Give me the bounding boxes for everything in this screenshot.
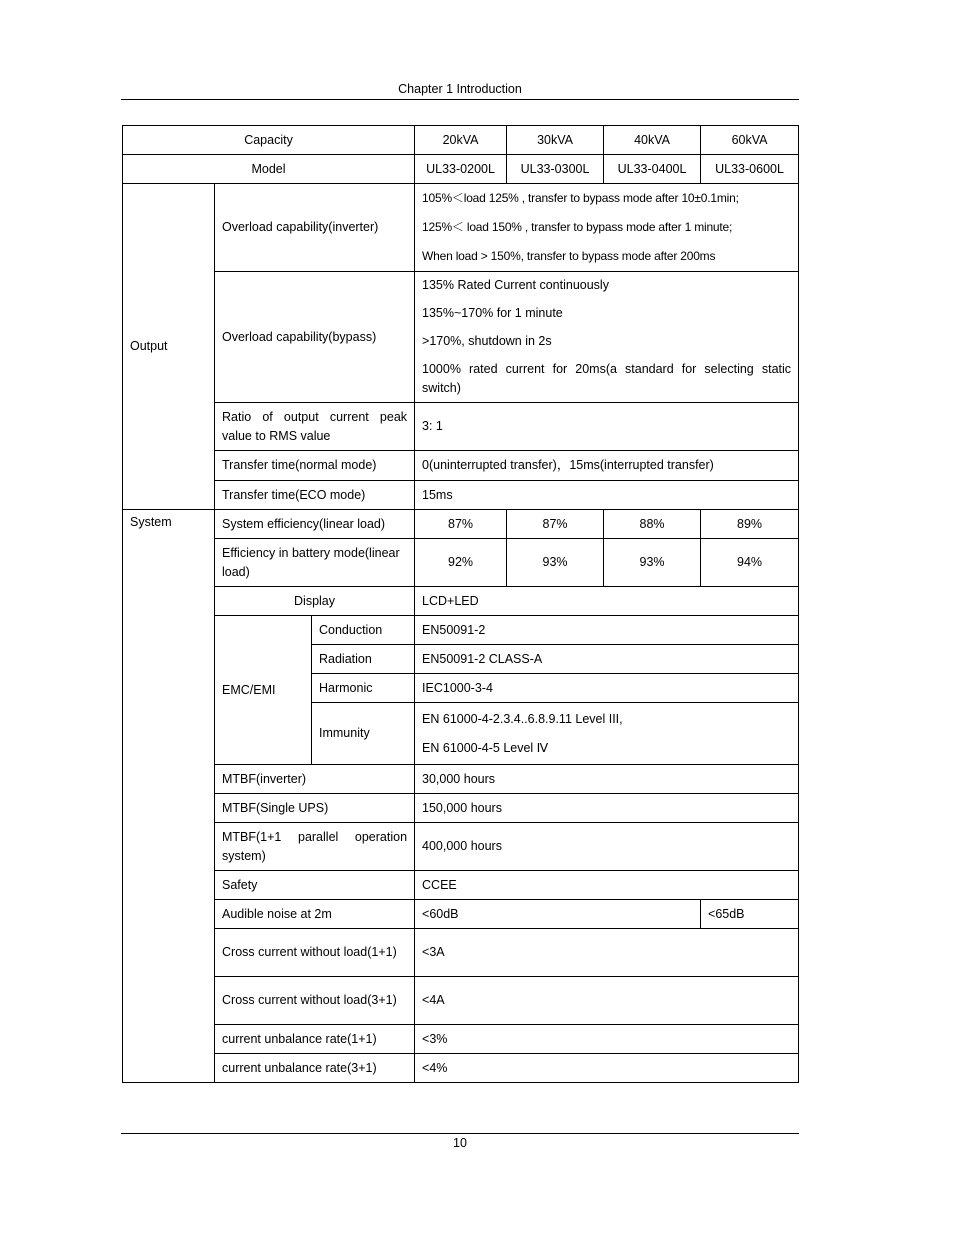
overload-inverter-label: Overload capability(inverter) xyxy=(215,184,415,272)
page-number: 10 xyxy=(453,1136,467,1150)
ratio-label: Ratio of output current peak value to RMS value xyxy=(215,403,415,451)
efficiency-battery-40kva: 93% xyxy=(604,539,701,587)
model-label: Model xyxy=(123,155,415,184)
system-section-label: System xyxy=(123,510,215,1083)
mtbf-parallel-value: 400,000 hours xyxy=(415,823,799,871)
harmonic-label: Harmonic xyxy=(312,674,415,703)
noise-value-low: <60dB xyxy=(415,900,701,929)
overload-bypass-value xyxy=(415,272,799,403)
efficiency-battery-row xyxy=(123,539,799,587)
ratio-value: 3: 1 xyxy=(415,403,799,451)
efficiency-linear-30kva: 87% xyxy=(507,510,604,539)
efficiency-linear-row xyxy=(123,510,799,539)
transfer-eco-value: 15ms xyxy=(415,481,799,510)
mtbf-inverter-label: MTBF(inverter) xyxy=(215,765,415,794)
unbalance-1-row xyxy=(123,1025,799,1054)
mtbf-inverter-row xyxy=(123,765,799,794)
immunity-value xyxy=(415,703,799,765)
noise-value-high: <65dB xyxy=(701,900,799,929)
display-label: Display xyxy=(215,587,415,616)
immunity-label: Immunity xyxy=(312,703,415,765)
conduction-label: Conduction xyxy=(312,616,415,645)
safety-label: Safety xyxy=(215,871,415,900)
model-60kva: UL33-0600L xyxy=(701,155,799,184)
overload-inverter-value xyxy=(415,184,799,272)
unbalance-1-value: <3% xyxy=(415,1025,799,1054)
cross-current-3-label: Cross current without load(3+1) xyxy=(215,977,415,1025)
overload-bypass-label: Overload capability(bypass) xyxy=(215,272,415,403)
noise-label: Audible noise at 2m xyxy=(215,900,415,929)
model-30kva: UL33-0300L xyxy=(507,155,604,184)
safety-row xyxy=(123,871,799,900)
cross-current-1-label: Cross current without load(1+1) xyxy=(215,929,415,977)
efficiency-battery-label: Efficiency in battery mode(linear load) xyxy=(215,539,415,587)
efficiency-battery-60kva: 94% xyxy=(701,539,799,587)
conduction-value: EN50091-2 xyxy=(415,616,799,645)
efficiency-battery-20kva: 92% xyxy=(415,539,507,587)
efficiency-linear-20kva: 87% xyxy=(415,510,507,539)
efficiency-battery-30kva: 93% xyxy=(507,539,604,587)
capacity-row xyxy=(123,126,799,155)
model-40kva: UL33-0400L xyxy=(604,155,701,184)
overload-bypass-line: >170%, shutdown in 2s xyxy=(422,334,552,348)
unbalance-3-value: <4% xyxy=(415,1054,799,1083)
emc-label: EMC/EMI xyxy=(215,616,312,765)
transfer-normal-value: 0(uninterrupted transfer)，15ms(interrupted transfer) xyxy=(415,451,799,481)
overload-bypass-line: 135% Rated Current continuously xyxy=(422,278,609,292)
immunity-line: EN 61000-4-2.3.4..6.8.9.11 Level III, xyxy=(422,711,623,726)
efficiency-linear-40kva: 88% xyxy=(604,510,701,539)
mtbf-parallel-label: MTBF(1+1 parallel operation system) xyxy=(215,823,415,871)
cross-current-1-row xyxy=(123,929,799,977)
mtbf-single-row xyxy=(123,794,799,823)
cross-current-1-value: <3A xyxy=(415,929,799,977)
cross-current-3-value: <4A xyxy=(415,977,799,1025)
noise-row xyxy=(123,900,799,929)
capacity-40kva: 40kVA xyxy=(604,126,701,155)
mtbf-single-label: MTBF(Single UPS) xyxy=(215,794,415,823)
capacity-20kva: 20kVA xyxy=(415,126,507,155)
efficiency-linear-60kva: 89% xyxy=(701,510,799,539)
transfer-eco-label: Transfer time(ECO mode) xyxy=(215,481,415,510)
mtbf-inverter-value: 30,000 hours xyxy=(415,765,799,794)
radiation-label: Radiation xyxy=(312,645,415,674)
cross-current-3-row xyxy=(123,977,799,1025)
harmonic-value: IEC1000-3-4 xyxy=(415,674,799,703)
overload-bypass-line: 1000% rated current for 20ms(a standard for selecting static switch) xyxy=(422,362,792,395)
safety-value: CCEE xyxy=(415,871,799,900)
transfer-eco-row xyxy=(123,481,799,510)
header-rule xyxy=(121,99,799,100)
overload-inverter-row xyxy=(123,184,799,272)
overload-bypass-row xyxy=(123,272,799,403)
overload-inverter-line: 125%＜ load 150% , transfer to bypass mode after 1 minute; xyxy=(422,220,733,234)
capacity-60kva: 60kVA xyxy=(701,126,799,155)
immunity-line: EN 61000-4-5 Level Ⅳ xyxy=(422,740,549,755)
mtbf-single-value: 150,000 hours xyxy=(415,794,799,823)
unbalance-3-label: current unbalance rate(3+1) xyxy=(215,1054,415,1083)
overload-inverter-line: 105%＜load 125% , transfer to bypass mode after 10±0.1min; xyxy=(422,191,739,205)
unbalance-1-label: current unbalance rate(1+1) xyxy=(215,1025,415,1054)
transfer-normal-row xyxy=(123,451,799,481)
page-header: Chapter 1 Introduction xyxy=(398,82,522,96)
mtbf-parallel-row xyxy=(123,823,799,871)
conduction-row xyxy=(123,616,799,645)
overload-bypass-line: 135%~170% for 1 minute xyxy=(422,306,563,320)
specification-table xyxy=(122,125,799,1083)
efficiency-linear-label: System efficiency(linear load) xyxy=(215,510,415,539)
capacity-label: Capacity xyxy=(123,126,415,155)
output-section-label: Output xyxy=(123,184,215,510)
overload-inverter-line: When load > 150%, transfer to bypass mode after 200ms xyxy=(422,249,716,263)
ratio-row xyxy=(123,403,799,451)
display-row xyxy=(123,587,799,616)
unbalance-3-row xyxy=(123,1054,799,1083)
footer-rule xyxy=(121,1133,799,1134)
model-20kva: UL33-0200L xyxy=(415,155,507,184)
radiation-value: EN50091-2 CLASS-A xyxy=(415,645,799,674)
capacity-30kva: 30kVA xyxy=(507,126,604,155)
display-value: LCD+LED xyxy=(415,587,799,616)
transfer-normal-label: Transfer time(normal mode) xyxy=(215,451,415,481)
model-row xyxy=(123,155,799,184)
